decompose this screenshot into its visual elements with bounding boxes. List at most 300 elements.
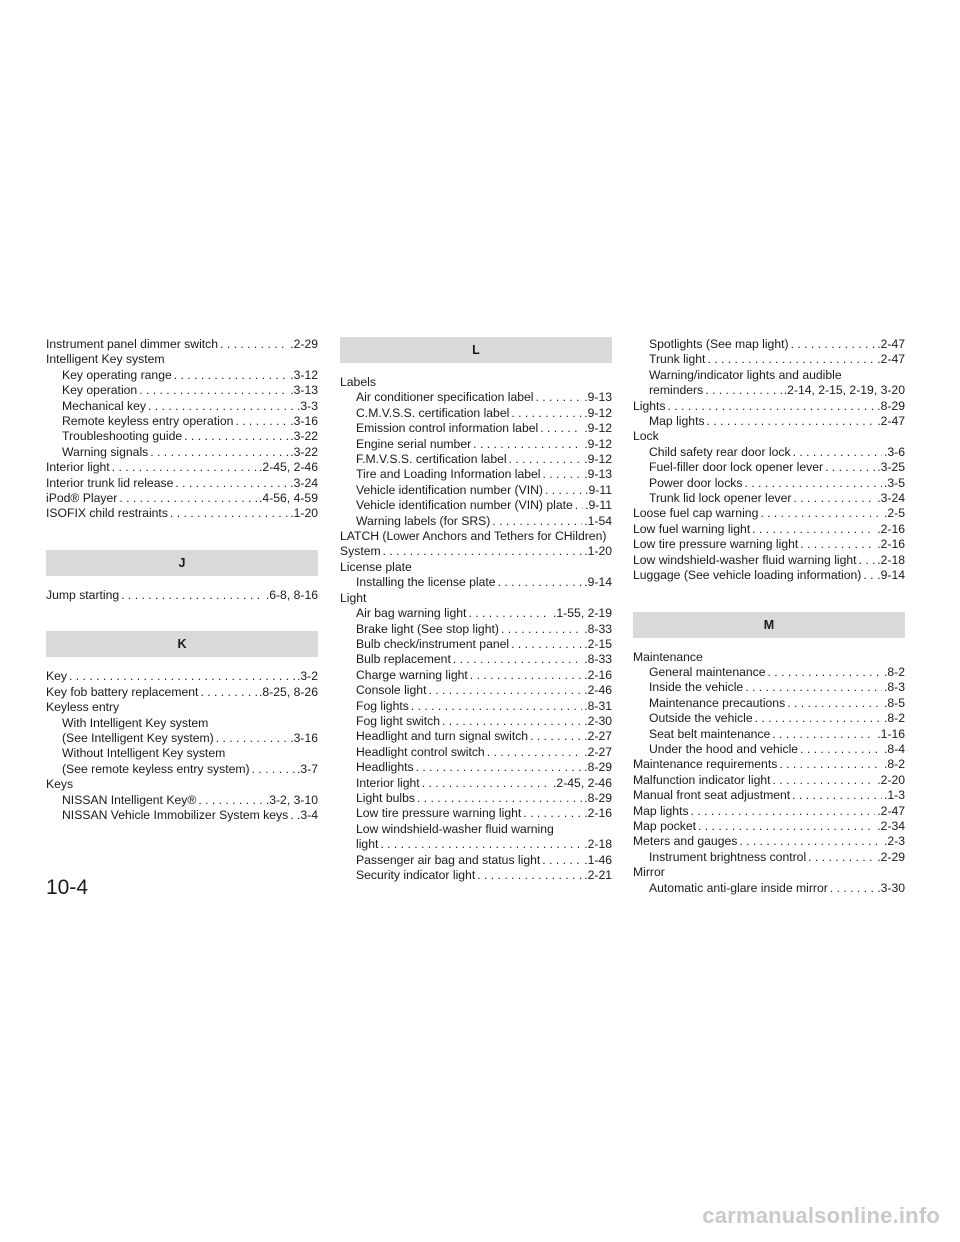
dot-leader [511, 637, 582, 652]
entry-label: Key operating range [62, 367, 172, 382]
entry-page-ref: .8-2 [883, 664, 905, 679]
entry-page-ref: .2-15 [584, 636, 612, 651]
dot-leader [752, 522, 875, 537]
index-heading-entry: With Intelligent Key system [62, 715, 209, 730]
entry-label: (See remote keyless entry system) [62, 761, 250, 776]
index-entry [340, 498, 612, 513]
entry-label: System [340, 544, 381, 559]
entry-page-ref: .9-14 [584, 575, 612, 590]
index-entry [340, 745, 612, 760]
index-column-2 [340, 337, 612, 883]
entry-page-ref: .1-46 [584, 852, 612, 867]
entry-page-ref: .2-45, 2-46 [259, 460, 318, 475]
entry-page-ref: .8-29 [877, 398, 905, 413]
entry-page-ref: .3-5 [883, 475, 905, 490]
index-heading-entry: Without Intelligent Key system [62, 746, 226, 761]
entry-page-ref: .8-29 [584, 790, 612, 805]
index-entry [633, 757, 905, 772]
entry-label: Inside the vehicle [649, 680, 744, 695]
index-heading-entry: License plate [340, 559, 412, 574]
entry-label: Headlights [356, 760, 414, 775]
index-heading-entry: LATCH (Lower Anchors and Tethers for CHildren) [340, 529, 607, 544]
index-heading-entry: Intelligent Key system [46, 352, 165, 367]
entry-label: Lights [633, 398, 666, 413]
entry-label: Trunk light [649, 352, 706, 367]
entry-page-ref: .9-12 [584, 436, 612, 451]
index-entry [633, 476, 905, 491]
entry-page-ref: .8-3 [883, 680, 905, 695]
entry-label: Engine serial number [356, 436, 472, 451]
index-entry [340, 668, 612, 683]
entry-label: Fog lights [356, 698, 409, 713]
entry-page-ref: .2-45, 2-46 [553, 775, 612, 790]
dot-leader [174, 368, 288, 383]
index-entry [46, 588, 318, 603]
entry-label: Key operation [62, 383, 138, 398]
index-entry [340, 514, 612, 529]
entry-page-ref: .1-20 [290, 506, 318, 521]
index-entry [633, 537, 905, 552]
entry-page-ref: .4-56, 4-59 [259, 491, 318, 506]
entry-label: Map pocket [633, 818, 697, 833]
entry-page-ref: .8-33 [584, 652, 612, 667]
entry-label: NISSAN Intelligent Key® [62, 792, 197, 807]
dot-leader [773, 773, 876, 788]
index-heading-entry: Lock [633, 429, 659, 444]
watermark: carmanualsonline.info [702, 1203, 940, 1228]
entry-label: Headlight and turn signal switch [356, 729, 529, 744]
dot-leader [383, 544, 583, 559]
index-column-3 [633, 337, 905, 896]
entry-page-ref: .9-12 [584, 405, 612, 420]
index-entry [340, 544, 612, 559]
entry-page-ref: .2-14, 2-15, 2-19, 3-20 [783, 383, 905, 398]
entry-label: Jump starting [46, 587, 120, 602]
index-entry [633, 742, 905, 757]
dot-leader [800, 742, 882, 757]
dot-leader [139, 383, 288, 398]
dot-leader [800, 537, 875, 552]
index-entry [340, 714, 612, 729]
index-entry [46, 793, 318, 808]
index-entry [633, 414, 905, 429]
dot-leader [540, 421, 582, 436]
dot-leader [530, 729, 582, 744]
index-entry [633, 553, 905, 568]
index-entry [46, 429, 318, 444]
index-entry [46, 762, 318, 777]
dot-leader [545, 483, 583, 498]
entry-label: Loose fuel cap warning [633, 506, 759, 521]
entry-label: Security indicator light [356, 868, 476, 882]
index-entry [46, 731, 318, 746]
entry-label: Remote keyless entry operation [62, 414, 234, 429]
entry-page-ref: .3-2 [296, 669, 318, 684]
entry-label: Luggage (See vehicle loading information) [633, 568, 862, 583]
dot-leader [198, 793, 264, 808]
index-entry [46, 414, 318, 429]
dot-leader [542, 853, 582, 868]
index-entry [633, 680, 905, 695]
dot-leader [468, 606, 551, 621]
index-entry [340, 806, 612, 821]
dot-leader [755, 711, 882, 726]
entry-label: Low tire pressure warning light [633, 537, 799, 552]
dot-leader [498, 575, 583, 590]
entry-label: Interior trunk lid release [46, 475, 174, 490]
entry-label: F.M.V.S.S. certification label [356, 452, 507, 467]
dot-leader [536, 390, 583, 405]
dot-leader [830, 881, 875, 896]
entry-page-ref: .3-13 [290, 383, 318, 398]
index-entry [340, 421, 612, 436]
index-entry [633, 881, 905, 896]
entry-page-ref: .2-47 [877, 414, 905, 429]
entry-label: C.M.V.S.S. certification label [356, 405, 510, 420]
index-entry [340, 406, 612, 421]
entry-page-ref: .8-31 [584, 698, 612, 713]
entry-label: Low windshield-washer fluid warning light [633, 552, 857, 567]
entry-page-ref: .3-16 [290, 730, 318, 745]
dot-leader [739, 834, 882, 849]
entry-list [633, 650, 905, 897]
dot-leader [511, 406, 582, 421]
index-entry [340, 760, 612, 775]
index-entry [340, 683, 612, 698]
index-entry [633, 773, 905, 788]
dot-leader [793, 445, 882, 460]
dot-leader [121, 588, 264, 603]
index-entry [633, 727, 905, 742]
index-entry [340, 837, 612, 852]
entry-label: Low fuel warning light [633, 521, 751, 536]
entry-label: Manual front seat adjustment [633, 788, 791, 803]
dot-leader [487, 745, 583, 760]
dot-leader [170, 506, 288, 521]
entry-page-ref: .2-47 [877, 352, 905, 367]
index-entry [340, 483, 612, 498]
entry-page-ref: .9-12 [584, 421, 612, 436]
index-entry [46, 368, 318, 383]
entry-page-ref: .8-25, 8-26 [259, 684, 318, 699]
dot-leader [791, 337, 876, 352]
entry-label: Headlight control switch [356, 744, 485, 759]
dot-leader [148, 399, 295, 414]
dot-leader [175, 476, 288, 491]
dot-leader [290, 808, 295, 823]
entry-page-ref: .3-16 [290, 414, 318, 429]
entry-label: Outside the vehicle [649, 711, 753, 726]
index-entry [633, 506, 905, 521]
dot-leader [523, 806, 582, 821]
index-entry [46, 476, 318, 491]
dot-leader [787, 696, 882, 711]
entry-page-ref: .8-5 [883, 695, 905, 710]
index-heading-entry: Keyless entry [46, 700, 120, 715]
entry-label: Interior light [356, 775, 420, 790]
dot-leader [772, 727, 875, 742]
entry-label: Seat belt maintenance [649, 726, 771, 741]
dot-leader [252, 762, 295, 777]
entry-page-ref: .1-55, 2-19 [553, 606, 612, 621]
entry-page-ref: .1-3 [883, 788, 905, 803]
index-entry [633, 665, 905, 680]
entry-label: Emission control information label [356, 421, 539, 436]
dot-leader [691, 804, 876, 819]
index-entry [46, 506, 318, 521]
section-header-k: K [46, 631, 318, 657]
entry-label: Air conditioner specification label [356, 390, 534, 405]
entry-page-ref: .3-7 [296, 761, 318, 776]
entry-label: Warning signals [62, 444, 149, 459]
entry-page-ref: .2-46 [584, 683, 612, 698]
index-entry [46, 399, 318, 414]
entry-page-ref: .9-13 [584, 467, 612, 482]
index-entry [46, 445, 318, 460]
entry-page-ref: .2-16 [584, 806, 612, 821]
index-entry [340, 467, 612, 482]
entry-label: reminders [649, 383, 704, 398]
entry-list [340, 375, 612, 883]
dot-leader [575, 498, 583, 513]
section-header-m: M [633, 612, 905, 638]
index-heading-entry: Maintenance [633, 649, 703, 664]
entry-label: Instrument panel dimmer switch [46, 337, 219, 351]
entry-list [46, 588, 318, 603]
dot-leader [492, 514, 582, 529]
entry-page-ref: .8-4 [883, 741, 905, 756]
entry-label: Console light [356, 683, 427, 698]
entry-label: Bulb replacement [356, 652, 451, 667]
entry-label: Bulb check/instrument panel [356, 636, 510, 651]
entry-label: Mechanical key [62, 398, 146, 413]
entry-page-ref: .2-27 [584, 729, 612, 744]
index-entry [633, 804, 905, 819]
index-column-1 [46, 337, 318, 823]
entry-label: Passenger air bag and status light [356, 852, 541, 867]
section-header-l: L [340, 337, 612, 363]
index-entry [633, 399, 905, 414]
index-entry [340, 868, 612, 883]
index-heading-entry: Warning/indicator lights and audible [649, 367, 842, 382]
index-entry [46, 460, 318, 475]
entry-page-ref: .2-34 [877, 818, 905, 833]
entry-page-ref: .2-47 [877, 803, 905, 818]
entry-page-ref: .9-14 [877, 568, 905, 583]
dot-leader [112, 460, 257, 475]
dot-leader [698, 819, 875, 834]
index-entry [633, 445, 905, 460]
entry-page-ref: .3-30 [877, 880, 905, 895]
index-entry [633, 352, 905, 367]
dot-leader [473, 437, 582, 452]
dot-leader [859, 553, 876, 568]
dot-leader [453, 652, 582, 667]
entry-label: Spotlights (See map light) [649, 337, 789, 351]
index-entry [46, 337, 318, 352]
dot-leader [668, 399, 876, 414]
index-heading-entry: Keys [46, 777, 74, 792]
entry-label: Instrument brightness control [649, 849, 807, 864]
entry-page-ref: .9-11 [585, 498, 612, 513]
index-entry [633, 522, 905, 537]
dot-leader [768, 665, 882, 680]
entry-label: (See Intelligent Key system) [62, 730, 214, 745]
dot-leader [184, 429, 288, 444]
dot-leader [417, 791, 582, 806]
entry-label: Vehicle identification number (VIN) [356, 482, 543, 497]
entry-label: Maintenance precautions [649, 695, 786, 710]
entry-label: Fog light switch [356, 713, 440, 728]
entry-list [46, 337, 318, 522]
dot-leader [411, 699, 582, 714]
index-entry [340, 390, 612, 405]
entry-page-ref: .8-33 [584, 621, 612, 636]
entry-label: General maintenance [649, 664, 766, 679]
dot-leader [863, 568, 875, 583]
entry-label: Interior light [46, 460, 110, 475]
entry-page-ref: .2-29 [290, 337, 318, 351]
dot-leader [235, 414, 288, 429]
dot-leader [745, 680, 882, 695]
entry-page-ref: .9-12 [584, 452, 612, 467]
entry-label: Warning labels (for SRS) [356, 513, 491, 528]
entry-label: Low tire pressure warning light [356, 806, 522, 821]
index-entry [633, 850, 905, 865]
entry-page-ref: .3-22 [290, 444, 318, 459]
dot-leader [501, 622, 582, 637]
entry-page-ref: .3-6 [883, 444, 905, 459]
index-entry [633, 383, 905, 398]
entry-page-ref: .3-24 [290, 475, 318, 490]
entry-page-ref: .3-2, 3-10 [265, 792, 318, 807]
index-entry [633, 568, 905, 583]
entry-label: Air bag warning light [356, 606, 467, 621]
dot-leader [707, 352, 875, 367]
entry-label: Maintenance requirements [633, 757, 778, 772]
entry-page-ref: .2-16 [877, 537, 905, 552]
entry-page-ref: .3-3 [296, 398, 318, 413]
dot-leader [150, 445, 288, 460]
entry-page-ref: .2-5 [883, 506, 905, 521]
dot-leader [428, 683, 582, 698]
dot-leader [744, 476, 882, 491]
index-entry [340, 437, 612, 452]
dot-leader [543, 467, 583, 482]
index-heading-entry: Labels [340, 375, 376, 389]
entry-page-ref: .2-18 [584, 837, 612, 852]
dot-leader [416, 760, 583, 775]
dot-leader [509, 452, 583, 467]
index-entry [46, 383, 318, 398]
entry-page-ref: .3-24 [877, 491, 905, 506]
dot-leader [216, 731, 288, 746]
entry-page-ref: .2-16 [584, 667, 612, 682]
index-entry [633, 711, 905, 726]
index-entry [46, 685, 318, 700]
entry-page-ref: .8-29 [584, 760, 612, 775]
entry-page-ref: .9-13 [584, 390, 612, 405]
entry-page-ref: .3-22 [290, 429, 318, 444]
entry-label: NISSAN Vehicle Immobilizer System keys [62, 807, 289, 822]
entry-page-ref: .2-27 [584, 744, 612, 759]
index-entry [633, 696, 905, 711]
index-entry [340, 729, 612, 744]
entry-page-ref: .2-29 [877, 849, 905, 864]
dot-leader [477, 868, 582, 883]
entry-page-ref: .6-8, 8-16 [265, 587, 318, 602]
entry-page-ref: .8-2 [883, 711, 905, 726]
entry-page-ref: .3-25 [877, 460, 905, 475]
dot-leader [470, 668, 582, 683]
entry-label: Tire and Loading Information label [356, 467, 541, 482]
dot-leader [705, 383, 782, 398]
index-heading-entry: Low windshield-washer fluid warning [356, 821, 554, 836]
entry-label: Map lights [633, 803, 689, 818]
entry-label: Automatic anti-glare inside mirror [649, 880, 828, 895]
dot-leader [119, 491, 257, 506]
index-heading-entry: Mirror [633, 865, 665, 880]
index-entry [633, 460, 905, 475]
entry-label: Power door locks [649, 475, 743, 490]
index-entry [46, 669, 318, 684]
index-entry [633, 491, 905, 506]
entry-label: Troubleshooting guide [62, 429, 183, 444]
section-header-j: J [46, 550, 318, 576]
entry-label: Trunk lid lock opener lever [649, 491, 792, 506]
dot-leader [793, 491, 875, 506]
entry-label: Malfunction indicator light [633, 772, 771, 787]
dot-leader [422, 776, 551, 791]
entry-page-ref: .2-3 [883, 834, 905, 849]
entry-page-ref: .2-20 [877, 772, 905, 787]
entry-label: Charge warning light [356, 667, 468, 682]
dot-leader [825, 460, 875, 475]
index-entry [46, 808, 318, 823]
entry-page-ref: .2-18 [877, 552, 905, 567]
index-entry [340, 853, 612, 868]
index-entry [340, 652, 612, 667]
dot-leader [69, 669, 295, 684]
entry-page-ref: .3-4 [296, 807, 318, 822]
entry-label: Light bulbs [356, 790, 415, 805]
dot-leader [442, 714, 582, 729]
page-number: 10-4 [46, 876, 89, 899]
index-entry [633, 337, 905, 352]
dot-leader [779, 757, 882, 772]
index-entry [340, 575, 612, 590]
entry-label: iPod® Player [46, 491, 118, 506]
entry-label: Key fob battery replacement [46, 684, 199, 699]
dot-leader [707, 414, 876, 429]
entry-label: light [356, 837, 379, 852]
entry-label: Under the hood and vehicle [649, 741, 799, 756]
entry-page-ref: .1-54 [584, 513, 612, 528]
entry-page-ref: .8-2 [883, 757, 905, 772]
index-heading-entry: Light [340, 590, 367, 605]
index-entry [340, 606, 612, 621]
dot-leader [380, 837, 582, 852]
index-entry [340, 637, 612, 652]
index-entry [633, 834, 905, 849]
index-entry [633, 788, 905, 803]
entry-label: Key [46, 669, 68, 684]
dot-leader [760, 506, 882, 521]
dot-leader [792, 788, 882, 803]
entry-list [633, 337, 905, 584]
index-entry [340, 776, 612, 791]
entry-label: Installing the license plate [356, 575, 496, 590]
